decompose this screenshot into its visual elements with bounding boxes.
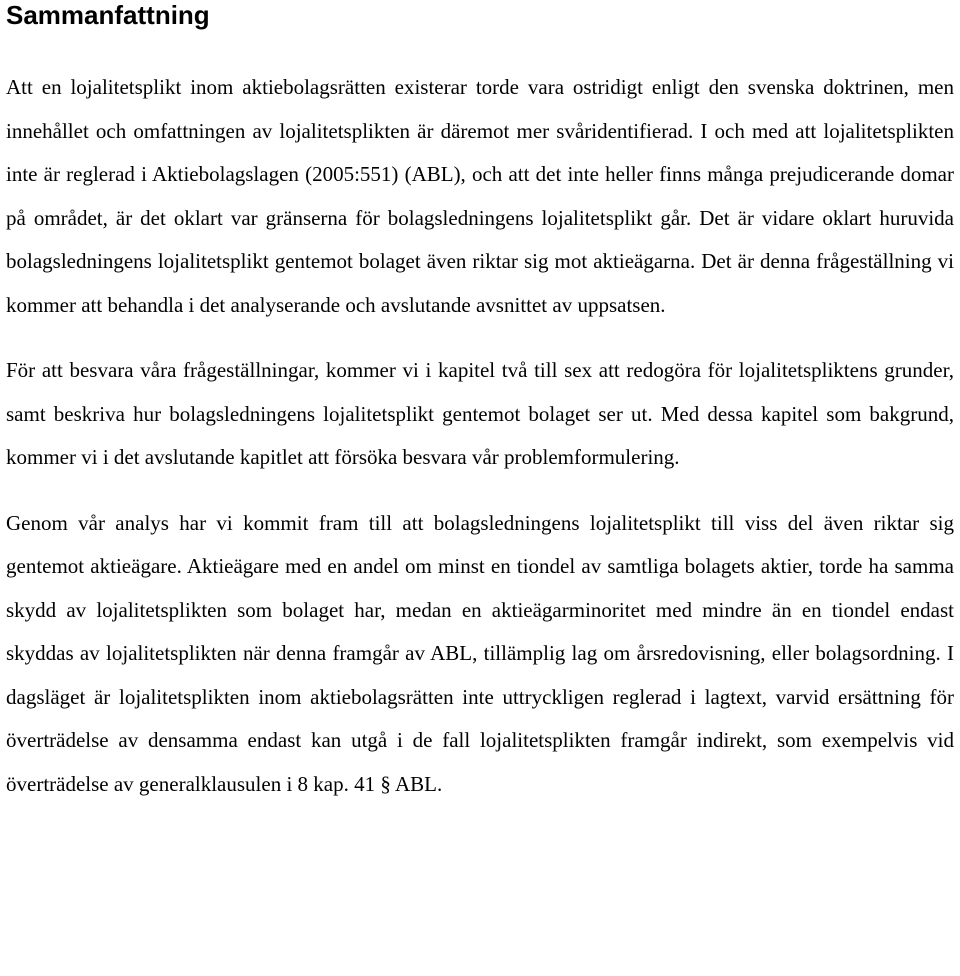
paragraph-3: Genom vår analys har vi kommit fram till att bolagsledningens lojalitetsplikt till viss del även riktar sig gentemot aktieägare. Aktieägare med en andel om minst en tiondel av samtliga bolagets aktier, torde ha samma skydd av lojalitetsplikten som bolaget har, medan en aktieägarminoritet med mindre än en tiondel endast skyddas av lojalitetsplikten när denna framgår av ABL, tillämplig lag om årsredovisning, eller bolagsordning. I dagsläget är lojalitetsplikten inom aktiebolagsrätten inte uttryckligen reglerad i lagtext, varvid ersättning för överträdelse av densamma endast kan utgå i de fall lojalitetsplikten framgår indirekt, som exempelvis vid överträdelse av generalklausulen i 8 kap. 41 § ABL. xyxy=(6,510,954,796)
page-title: Sammanfattning xyxy=(6,0,210,30)
paragraph-1: Att en lojalitetsplikt inom aktiebolagsrätten existerar torde vara ostridigt enligt den svenska doktrinen, men innehållet och omfattningen av lojalitetsplikten är däremot mer svåridentifierad. I och med att lojalitetsplikten inte är reglerad i Aktiebolagslagen (2005:551) (ABL), och att det inte heller finns många prejudicerande domar på området, är det oklart var gränserna för bolagsledningens lojalitetsplikt går. Det är vidare oklart huruvida bolagsledningens lojalitetsplikt gentemot bolaget även riktar sig mot aktieägarna. Det är denna frågeställning vi kommer att behandla i det analyserande och avslutande avsnittet av uppsatsen. xyxy=(6,75,954,317)
paragraph-2: För att besvara våra frågeställningar, kommer vi i kapitel två till sex att redogöra för lojalitetspliktens grunder, samt beskriva hur bolagsledningens lojalitetsplikt gentemot bolaget ser ut. Med dessa kapitel som bakgrund, kommer vi i det avslutande kapitlet att försöka besvara vår problemformulering. xyxy=(6,358,954,469)
document-page xyxy=(6,0,954,806)
